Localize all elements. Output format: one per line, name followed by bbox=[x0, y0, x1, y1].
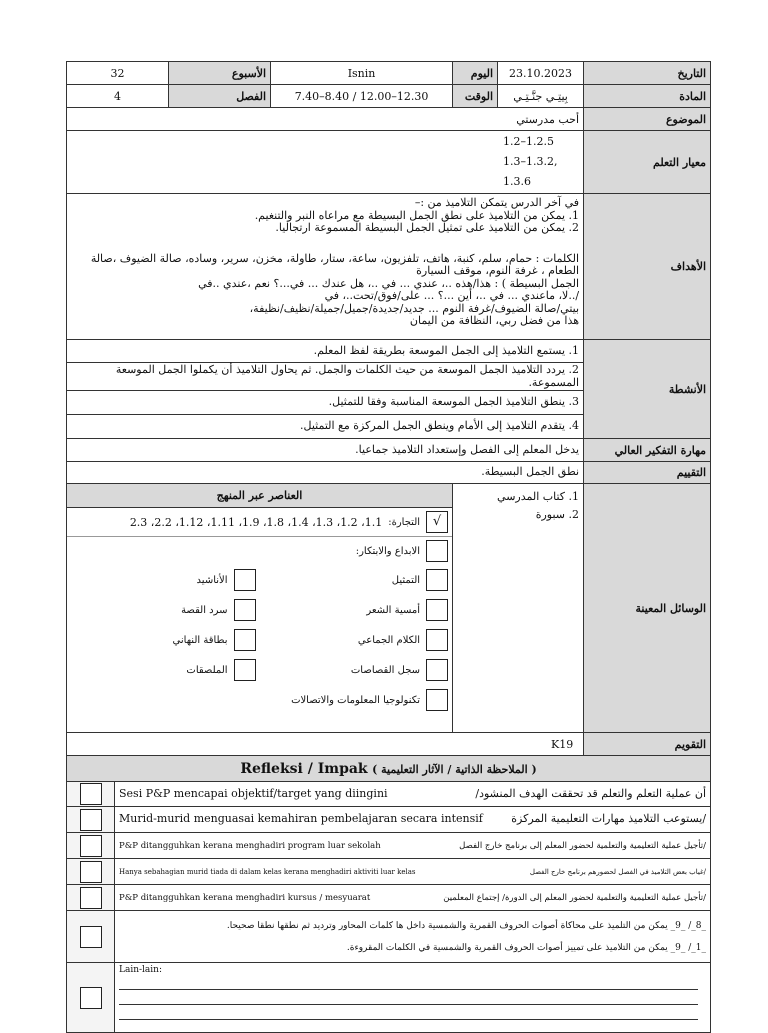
lesson-plan-form bbox=[66, 61, 710, 1033]
other-notes-line-3[interactable] bbox=[119, 1007, 698, 1020]
teaching-aid-1: 1. كتاب المدرسي bbox=[497, 490, 580, 503]
cross-curricular-panel bbox=[67, 484, 453, 733]
reflection-checkbox-6[interactable] bbox=[80, 926, 102, 948]
reflection-row-5-ms: P&P ditangguhkan kerana menghadiri kursus / mesyuarat bbox=[119, 892, 371, 903]
subject-label: المادة bbox=[584, 85, 711, 108]
reflection-row-5 bbox=[115, 885, 711, 911]
week-label: الأسبوع bbox=[169, 62, 271, 85]
assessment-value: نطق الجمل البسيطة. bbox=[67, 462, 584, 484]
reflection-row-5-ar: /تأجيل عملية التعليمية والتعلمية لحضور المعلم إلى الدورة/ إجتماع المعلمين bbox=[443, 892, 707, 903]
entrepreneurship-label: التجارة: bbox=[388, 516, 421, 528]
cross-curricular-title: العناصر عبر المنهج bbox=[67, 484, 452, 508]
reflection-row-2 bbox=[115, 807, 711, 833]
reflection-checkbox-1[interactable] bbox=[80, 783, 102, 805]
lesson-plan-table bbox=[66, 61, 711, 1033]
reflection-header bbox=[67, 756, 711, 782]
topic-label: الموضوع bbox=[584, 108, 711, 131]
objective-2: 2. يمكن من التلاميذ على تمثيل الجمل البسيطة المسموعة ارتجاليا. bbox=[275, 221, 580, 234]
reflection-checkbox-3[interactable] bbox=[80, 835, 102, 857]
acting-checkbox[interactable] bbox=[426, 569, 448, 591]
reflection-row-4 bbox=[115, 859, 711, 885]
poster-label: الملصقات bbox=[186, 664, 228, 676]
reflection-row-2-ar: /يستوعب التلاميذ مهارات التعليمية المركزة bbox=[511, 812, 707, 826]
storytelling-label: سرد القصة bbox=[181, 604, 228, 616]
reflection-row-1-ms: Sesi P&P mencapai objektif/target yang diingini bbox=[119, 786, 388, 800]
nasheed-label: الأناشيد bbox=[196, 574, 228, 586]
calendar-label: التقويم bbox=[584, 733, 711, 756]
reflection-row-3-ms: P&P ditangguhkan kerana menghadiri program luar sekolah bbox=[119, 840, 381, 851]
ict-checkbox[interactable] bbox=[426, 689, 448, 711]
sentence-pattern-4: هذا من فضل ربي، النظافة من اليمان bbox=[409, 314, 580, 327]
week-value: 32 bbox=[67, 62, 169, 85]
choral-speaking-checkbox[interactable] bbox=[426, 629, 448, 651]
reflection-title-latin: Refleksi / Impak bbox=[240, 760, 368, 777]
hots-label: مهارة التفكير العالي bbox=[584, 439, 711, 462]
reflection-note-1: _8_/ _9_ يمكن من التلميذ على محاكاة أصوات الحروف القمرية والشمسية داخل ها كلمات المحاور وترديد ثم نطقها نطقا صحيحا. bbox=[226, 920, 707, 931]
reflection-note-2: _1_/ _9_ يمكن من التلاميذ على تمييز أصوات الحروف القمرية والشمسية في الكلمات المقروءة. bbox=[346, 942, 707, 953]
acting-label: التمثيل bbox=[391, 574, 421, 586]
reflection-row-4-ar: /غياب بعض التلاميذ في الفصل لحضورهم برنامج خارج الفصل bbox=[529, 867, 707, 876]
vocabulary-list: الكلمات : حمام، سلم، كنبة، هاتف، تلفزيون، ساعة، ستار، طاولة، مخزن، سرير، وساده، صالة الضيوف ،صالة الطعام ، غرفة النوم، موقف السيارة bbox=[90, 251, 580, 277]
poetry-night-label: أمسية الشعر bbox=[366, 604, 421, 616]
choral-speaking-label: الكلام الجماعي bbox=[357, 634, 421, 646]
reflection-checkbox-2[interactable] bbox=[80, 809, 102, 831]
entrepreneurship-checkbox[interactable]: √ bbox=[426, 511, 448, 533]
scrapbook-label: سجل القصاصات bbox=[350, 664, 421, 676]
sentence-pattern-3: بيتي/صالة الضيوف/غرفة النوم ... جديد/جديدة/جميل/جميلة/نظيف/نظيفة، bbox=[249, 301, 580, 315]
other-notes-line-2[interactable] bbox=[119, 992, 698, 1005]
greeting-card-checkbox[interactable] bbox=[234, 629, 256, 651]
scrapbook-checkbox[interactable] bbox=[426, 659, 448, 681]
poster-checkbox[interactable] bbox=[234, 659, 256, 681]
sentence-pattern-2: /..لا، ماعندي ... في ..، أين ...؟ ... على/فوق/تحت..، في bbox=[324, 289, 580, 302]
topic-value: أحب مدرستي bbox=[67, 108, 584, 131]
reflection-row-1 bbox=[115, 782, 711, 807]
day-label: اليوم bbox=[453, 62, 498, 85]
storytelling-checkbox[interactable] bbox=[234, 599, 256, 621]
activity-2: 2. يردد التلاميذ الجمل الموسعة من حيث الكلمات والجمل. ثم يحاول التلاميذ أن يكملوا الجمل الموسعة المسموعة. bbox=[67, 363, 584, 391]
creativity-checkbox[interactable] bbox=[426, 540, 448, 562]
reflection-row-4-ms: Hanya sebahagian murid tiada di dalam kelas kerana menghadiri aktiviti luar kelas bbox=[119, 867, 416, 876]
creativity-options bbox=[67, 565, 452, 715]
nasheed-checkbox[interactable] bbox=[234, 569, 256, 591]
reflection-row-3 bbox=[115, 833, 711, 859]
activity-3: 3. ينطق التلاميذ الجمل الموسعة المناسبة وفقا للتمثيل. bbox=[67, 391, 584, 415]
class-value: 4 bbox=[67, 85, 169, 108]
day-value: Isnin bbox=[271, 62, 453, 85]
teaching-aid-2: 2. سبورة bbox=[535, 508, 580, 521]
activities-label: الأنشطة bbox=[584, 340, 711, 439]
objective-1: 1. يمكن من التلاميذ على نطق الجمل البسيطة مع مراعاه النبر والتنغيم. bbox=[254, 208, 580, 222]
reflection-checkbox-7[interactable] bbox=[80, 987, 102, 1009]
subject-value: بِيتِـي جنَّـتِـي bbox=[498, 85, 584, 108]
time-label: الوقت bbox=[453, 85, 498, 108]
date-label: التاريخ bbox=[584, 62, 711, 85]
objectives-value bbox=[67, 194, 584, 340]
reflection-checkbox-5[interactable] bbox=[80, 887, 102, 909]
reflection-row-1-ar: أن عملية التعلم والتعلم قد تحققت الهدف المنشود/ bbox=[475, 786, 707, 800]
other-notes-line-1[interactable] bbox=[119, 977, 698, 990]
time-value: 7.40–8.40 / 12.00–12.30 bbox=[271, 85, 453, 108]
hots-value: يدخل المعلم إلى الفصل وإستعداد التلاميذ جماعيا. bbox=[67, 439, 584, 462]
ict-label: تكنولوجيا المعلومات والاتصالات bbox=[291, 694, 421, 706]
reflection-row-3-ar: /تأجيل عملية التعليمية والتعلمية لحضور المعلم إلى برنامج خارج الفصل bbox=[459, 840, 707, 851]
objectives-intro: في آخر الدرس يتمكن التلاميذ من :– bbox=[414, 196, 580, 209]
creativity-label: الابداع والابتكار: bbox=[355, 545, 421, 557]
activity-4: 4. يتقدم التلاميذ إلى الأمام وينطق الجمل المركزة مع التمثيل. bbox=[67, 415, 584, 439]
poetry-night-checkbox[interactable] bbox=[426, 599, 448, 621]
learning-standard-line-1: 1.2–1.2.5 bbox=[503, 135, 554, 148]
reflection-title-arabic: ( الملاحظة الذاتية / الآثار التعليمية ) bbox=[372, 762, 537, 776]
greeting-card-label: بطاقة النهاني bbox=[172, 634, 228, 646]
other-notes-label: Lain-lain: bbox=[119, 965, 163, 975]
teaching-aids-label: الوسائل المعينة bbox=[584, 484, 711, 733]
reflection-checkbox-4[interactable] bbox=[80, 861, 102, 883]
learning-standard-value bbox=[67, 131, 584, 194]
learning-standard-label: معيار التعلم bbox=[584, 131, 711, 194]
assessment-label: التقييم bbox=[584, 462, 711, 484]
entrepreneurship-codes: 1.1، 1.2، 1.3، 1.4، 1.8، 1.9، 1.11، 1.12، 2.2، 2.3 bbox=[129, 515, 383, 529]
reflection-notes bbox=[115, 911, 711, 963]
other-notes bbox=[115, 963, 711, 1033]
calendar-value: K19 bbox=[67, 733, 584, 756]
class-label: الفصل bbox=[169, 85, 271, 108]
reflection-row-2-ms: Murid-murid menguasai kemahiran pembelajaran secara intensif bbox=[119, 812, 483, 826]
activity-1: 1. يستمع التلاميذ إلى الجمل الموسعة بطريقة لفظ المعلم. bbox=[67, 340, 584, 363]
sentence-pattern-1: الجمل البسيطة ) : هذا/هذه ..، عندي ... في ..، هل عندك ... في...؟ نعم ،عندي ..في bbox=[198, 276, 580, 290]
objectives-label: الأهداف bbox=[584, 194, 711, 340]
teaching-aids-list bbox=[453, 484, 584, 733]
learning-standard-line-2: 1.3–1.3.2, 1.3.6 bbox=[503, 155, 558, 188]
date-value: 23.10.2023 bbox=[498, 62, 584, 85]
